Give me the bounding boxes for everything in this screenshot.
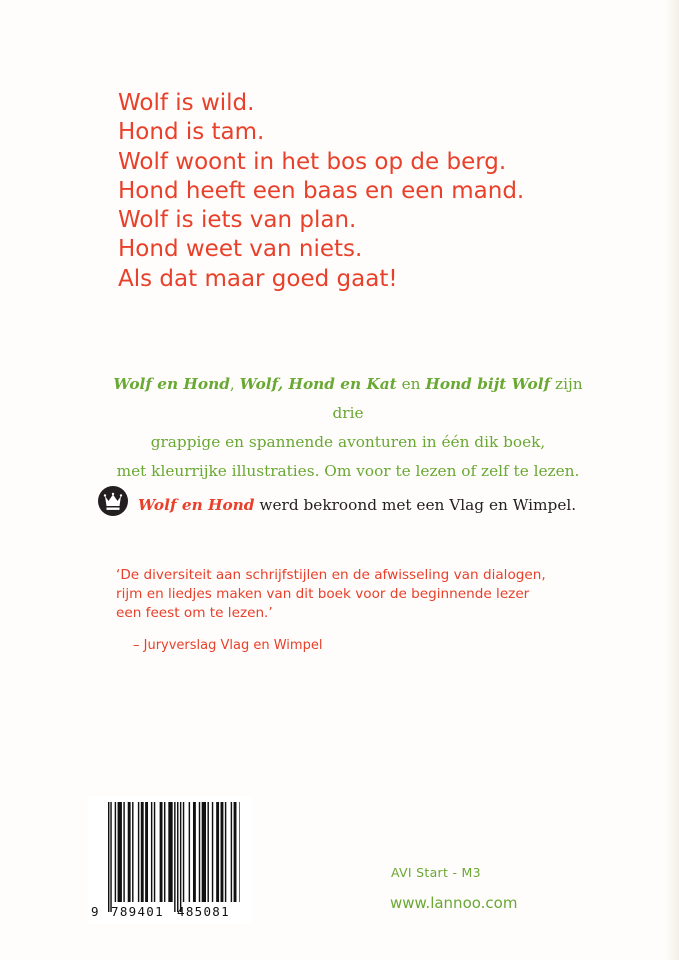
barcode-bar — [216, 802, 219, 902]
barcode-bar — [145, 802, 148, 902]
barcode-bar — [199, 802, 200, 902]
barcode-digits — [91, 904, 230, 919]
description-line — [98, 370, 598, 428]
isbn-barcode — [88, 796, 252, 924]
barcode-bar — [115, 802, 116, 902]
barcode-bar — [177, 802, 178, 912]
barcode-bar — [202, 802, 206, 902]
barcode-bar — [174, 802, 175, 912]
blurb-line: Hond is tam. — [118, 119, 265, 146]
description-text: zijn drie — [332, 375, 583, 422]
barcode-bar — [160, 802, 163, 902]
award-book-title: Wolf en Hond — [138, 496, 255, 514]
barcode-bar — [123, 802, 124, 902]
barcode-bar — [225, 802, 226, 902]
book-description — [98, 370, 598, 486]
barcode-bar — [183, 802, 184, 902]
blurb-line: Wolf is wild. — [118, 90, 255, 116]
barcode-bar — [221, 802, 224, 902]
barcode-digits-left: 789401 — [111, 904, 164, 919]
blurb-line: Hond weet van niets. — [118, 236, 363, 263]
blurb-line: Wolf is iets van plan. — [118, 207, 357, 234]
description-line: met kleurrijke illustraties. Om voor te lezen of zelf te lezen. — [116, 462, 580, 480]
barcode-bar — [193, 802, 196, 902]
award-description: werd bekroond met een Vlag en Wimpel. — [254, 496, 577, 514]
barcode-bar — [118, 802, 122, 902]
barcode-bar — [168, 802, 172, 902]
barcode-bar — [132, 802, 133, 902]
barcode-bar — [128, 802, 131, 902]
barcode-bar — [207, 802, 208, 902]
quote-source: – Juryverslag Vlag en Wimpel — [133, 638, 323, 653]
barcode-bar — [231, 802, 232, 902]
barcode-digits-right: 485081 — [177, 904, 230, 919]
barcode-bar — [239, 802, 240, 902]
barcode-bar — [110, 802, 111, 912]
award-text — [138, 494, 576, 516]
separator: en — [396, 375, 426, 393]
book-title: Hond bijt Wolf — [425, 375, 551, 393]
barcode-digit-first: 9 — [91, 904, 99, 919]
description-line: grappige en spannende avonturen in één dik boek, — [150, 433, 546, 451]
jury-quote: ‘De diversiteit aan schrijfstijlen en de afwisseling van dialogen, rijm en liedjes maken van dit boek voor de beginnende lezer een feest om te lezen.’ — [116, 567, 546, 621]
separator: , — [229, 375, 240, 393]
barcode-bar — [180, 802, 181, 912]
blurb-line: Als dat maar goed gaat! — [118, 265, 398, 292]
barcode-bar — [108, 802, 109, 912]
blurb-line: Wolf woont in het bos op de berg. — [118, 148, 507, 175]
book-title: Wolf en Hond — [113, 375, 230, 393]
blurb-text — [118, 89, 524, 294]
barcode-bar — [138, 802, 139, 902]
barcode-bar — [151, 802, 152, 902]
page-edge — [665, 0, 679, 960]
barcode-bars — [108, 802, 240, 914]
barcode-bar — [154, 802, 155, 902]
barcode-bar — [234, 802, 237, 902]
website-link[interactable]: www.lannoo.com — [390, 894, 518, 912]
barcode-bar — [141, 802, 144, 902]
reading-level: AVI Start - M3 — [391, 865, 481, 880]
book-title: Wolf, Hond en Kat — [239, 375, 397, 393]
blurb-line: Hond heeft een baas en een mand. — [118, 177, 525, 204]
crown-icon — [98, 486, 128, 516]
barcode-bar — [164, 802, 165, 902]
barcode-bar — [212, 802, 213, 902]
barcode-bar — [189, 802, 190, 902]
